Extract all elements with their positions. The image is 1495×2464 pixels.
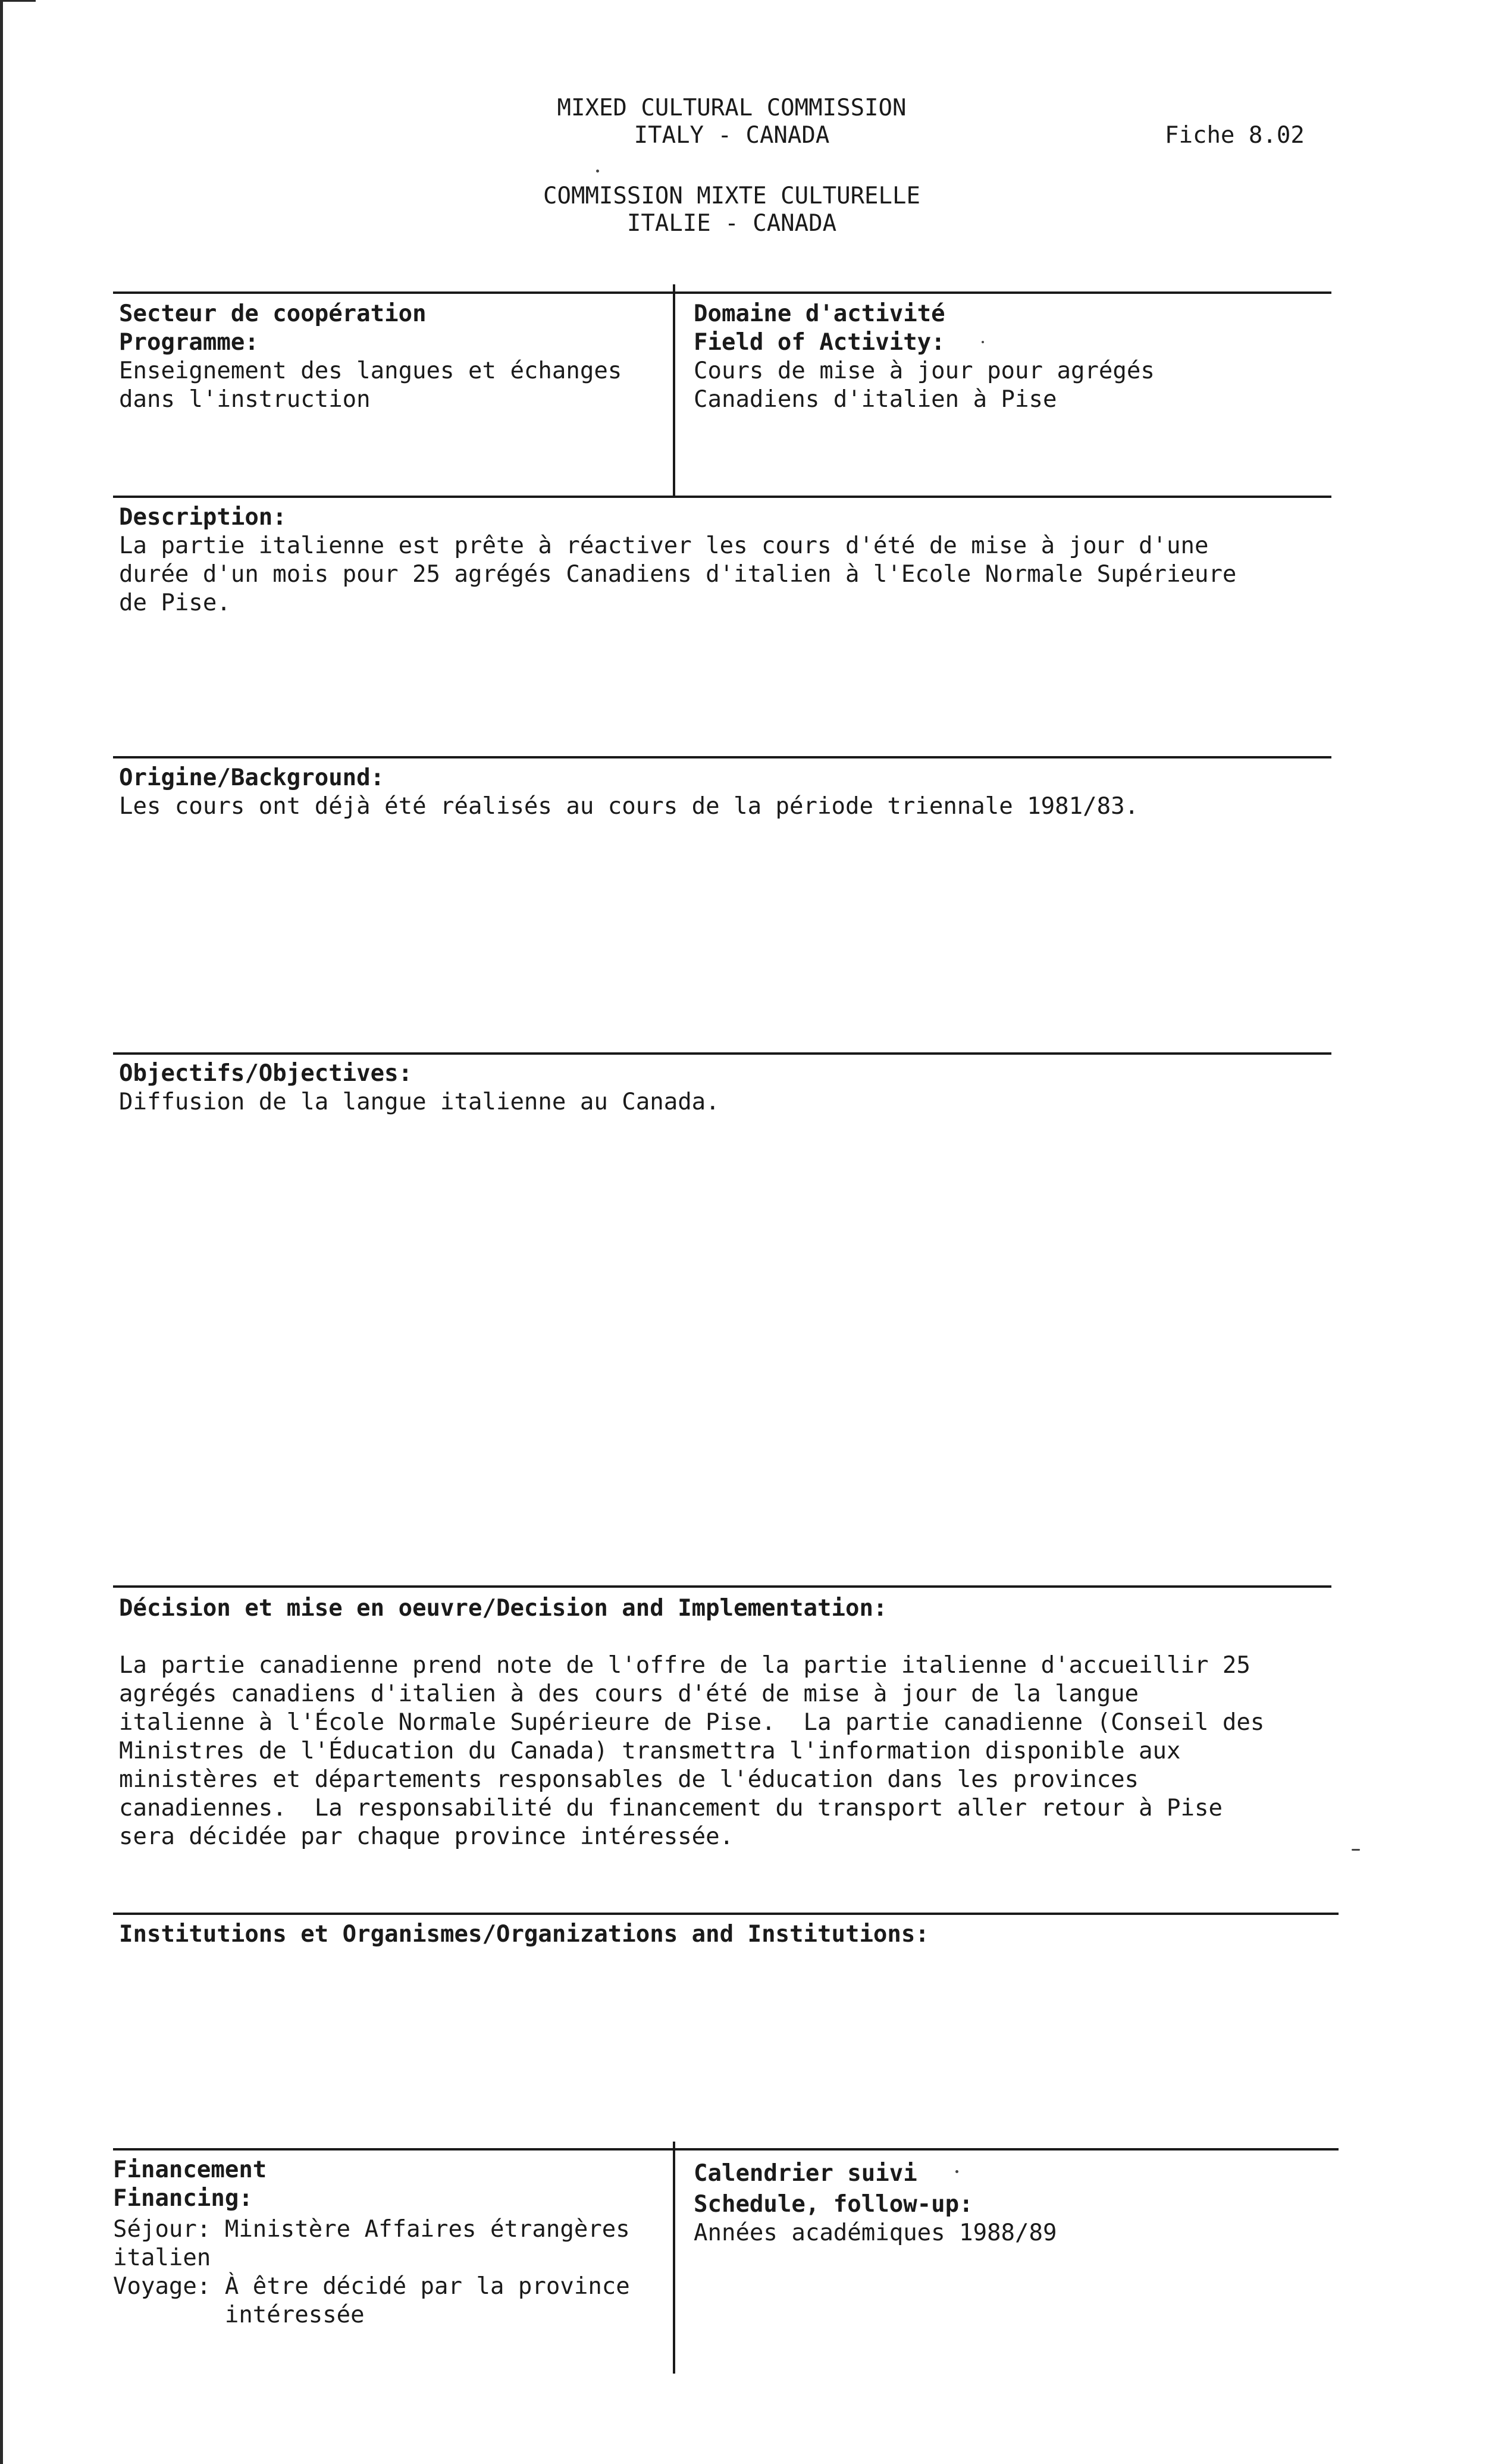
- domain-text-line2: Canadiens d'italien à Pise: [694, 386, 1057, 413]
- financing-line2: italien: [113, 2244, 211, 2271]
- rule-description: [113, 496, 1331, 498]
- header-title-fr-line2: ITALIE - CANADA: [626, 210, 837, 237]
- description-line1: La partie italienne est prête à réactiver les cours d'été de mise à jour d'une: [119, 532, 1209, 559]
- background-section: [119, 764, 1333, 821]
- decision-section: [119, 1594, 1344, 1851]
- scan-speck: [596, 170, 599, 173]
- description-heading: Description:: [119, 504, 287, 531]
- sector-text-line1: Enseignement des langues et échanges: [119, 358, 622, 384]
- description-line3: de Pise.: [119, 590, 231, 616]
- decision-line3: italienne à l'École Normale Supérieure de Pise. La partie canadienne (Conseil des: [119, 1709, 1265, 1736]
- sector-heading: Secteur de coopération: [119, 300, 427, 327]
- financing-heading: Financement: [113, 2156, 267, 2183]
- rule-background: [113, 756, 1331, 758]
- schedule-heading: Calendrier suivi: [694, 2160, 917, 2187]
- description-section: [119, 503, 1333, 617]
- objectives-line1: Diffusion de la langue italienne au Canada.: [119, 1089, 720, 1115]
- scan-edge-left: [0, 0, 3, 2464]
- decision-spacer: [119, 1623, 1344, 1651]
- fiche-number: Fiche 8.02: [1165, 122, 1305, 149]
- schedule-section: [694, 2159, 1324, 2247]
- domain-text-line1: Cours de mise à jour pour agrégés: [694, 358, 1155, 384]
- header-title-en-line1: MIXED CULTURAL COMMISSION: [557, 95, 907, 121]
- rule-decision: [113, 1585, 1331, 1588]
- institutions-heading: Institutions et Organismes/Organizations and Institutions:: [119, 1921, 929, 1948]
- institutions-section: [119, 1920, 1333, 1949]
- description-line2: durée d'un mois pour 25 agrégés Canadiens d'italien à l'Ecole Normale Supérieure: [119, 561, 1237, 588]
- background-line1: Les cours ont déjà été réalisés au cours de la période triennale 1981/83.: [119, 793, 1139, 820]
- divider-financing-schedule: [673, 2142, 675, 2374]
- domain-subheading: Field of Activity:: [694, 329, 945, 356]
- scan-edge-top: [0, 0, 36, 2]
- decision-line7: sera décidée par chaque province intéressée.: [119, 1823, 734, 1850]
- schedule-subheading: Schedule, follow-up:: [694, 2191, 973, 2218]
- domain-heading: Domaine d'activité: [694, 300, 945, 327]
- sector-section: [119, 300, 666, 414]
- header-title-fr-line1: COMMISSION MIXTE CULTURELLE: [543, 183, 920, 209]
- header-title-en-line2: ITALY - CANADA: [634, 122, 830, 149]
- decision-heading: Décision et mise en oeuvre/Decision and Implementation:: [119, 1595, 888, 1622]
- rule-top-table: [113, 291, 1331, 294]
- scan-speck: [982, 341, 984, 343]
- schedule-line1: Années académiques 1988/89: [694, 2220, 1057, 2246]
- decision-line4: Ministres de l'Éducation du Canada) transmettra l'information disponible aux: [119, 1738, 1181, 1764]
- rule-bottom-table: [113, 2148, 1339, 2150]
- financing-line4: intéressée: [113, 2302, 365, 2328]
- sector-subheading: Programme:: [119, 329, 259, 356]
- decision-line1: La partie canadienne prend note de l'offre de la partie italienne d'accueillir 25: [119, 1652, 1250, 1679]
- decision-line6: canadiennes. La responsabilité du financement du transport aller retour à Pise: [119, 1795, 1223, 1822]
- decision-line2: agrégés canadiens d'italien à des cours d'été de mise à jour de la langue: [119, 1681, 1139, 1707]
- divider-sector-domain: [673, 284, 675, 496]
- sector-text-line2: dans l'instruction: [119, 386, 371, 413]
- rule-objectives: [113, 1052, 1331, 1055]
- financing-subheading: Financing:: [113, 2185, 253, 2212]
- financing-section: [113, 2156, 672, 2330]
- financing-line3: Voyage: À être décidé par la province: [113, 2273, 630, 2300]
- financing-line1: Séjour: Ministère Affaires étrangères: [113, 2216, 630, 2243]
- scan-speck: [955, 2170, 958, 2173]
- scan-speck: [1352, 1849, 1360, 1851]
- rule-institutions: [113, 1913, 1339, 1915]
- domain-section: [694, 300, 1324, 414]
- decision-line5: ministères et départements responsables de l'éducation dans les provinces: [119, 1766, 1139, 1793]
- objectives-heading: Objectifs/Objectives:: [119, 1060, 413, 1087]
- background-heading: Origine/Background:: [119, 764, 385, 791]
- objectives-section: [119, 1059, 1333, 1117]
